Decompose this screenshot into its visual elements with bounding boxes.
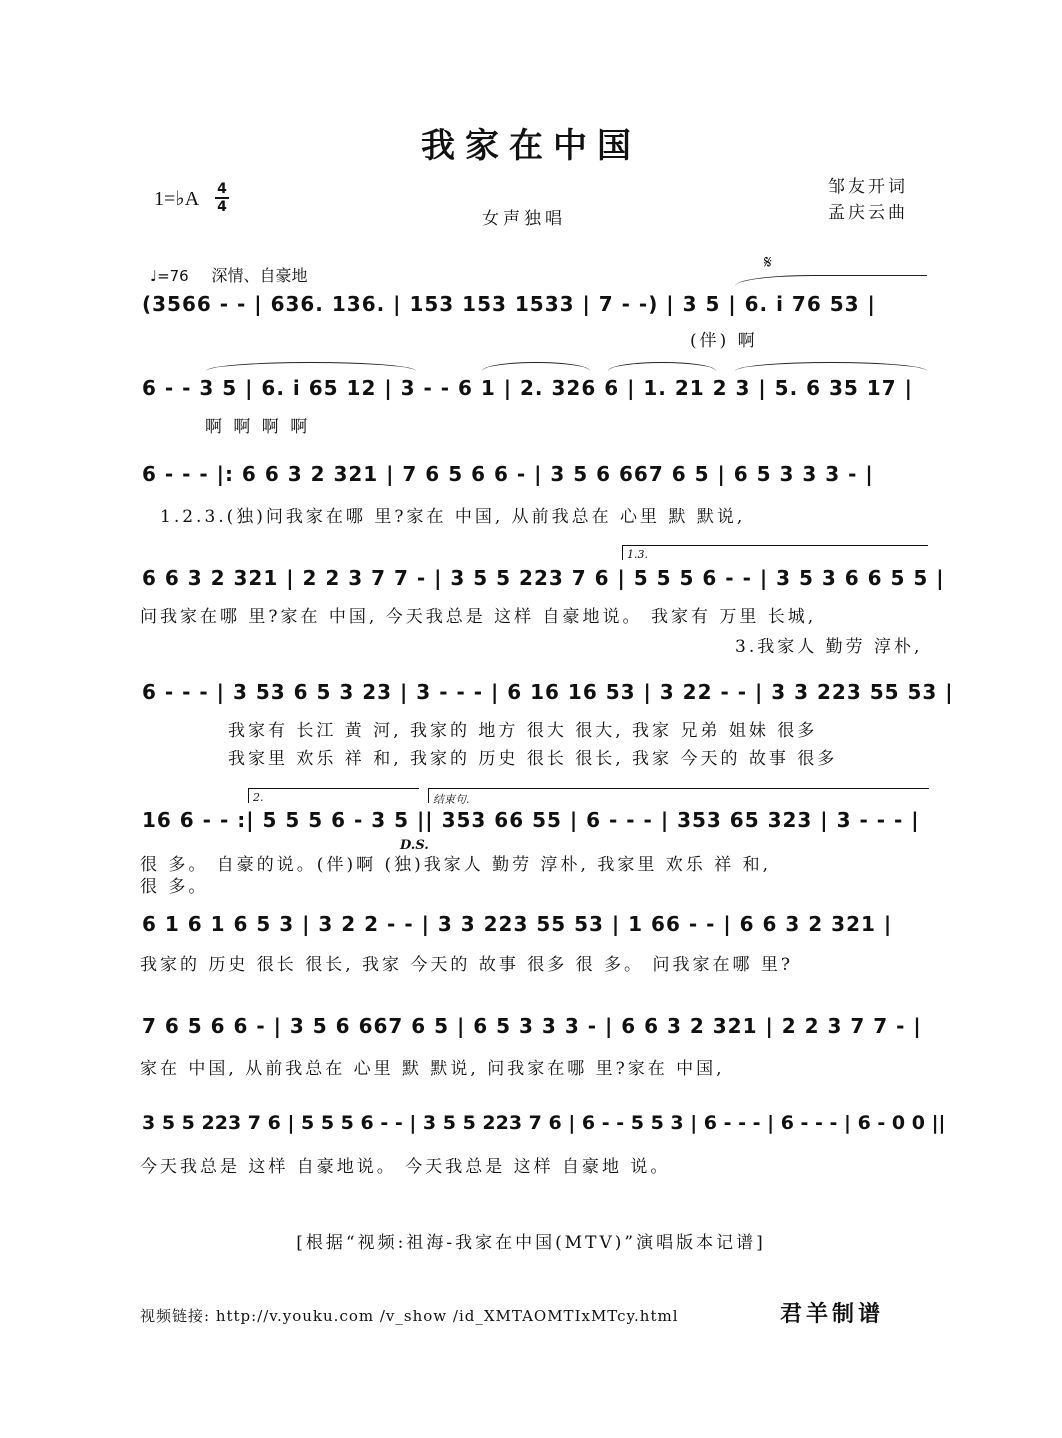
ending-label: 1.3. [627, 548, 648, 561]
lyric-row-6-verse-1: 很 多。 自豪的说。(伴)啊 (独)我家人 勤劳 淳朴, 我家里 欢乐 祥 和, [140, 855, 771, 875]
source-note: [根据“视频:祖海-我家在中国(MTV)”演唱版本记谱] [296, 1233, 766, 1253]
notation-row-6: 16 6 - - :| 5 5 5 6 - 3 5 || 353 66 55 | 6 - - - | 353 65 323 | 3 - - - | [142, 808, 920, 832]
slur-arc [608, 362, 716, 371]
notation-row-7: 6 1 6 1 6 5 3 | 3 2 2 - - | 3 3 223 55 53 | 1 66 - - | 6 6 3 2 321 | [142, 912, 893, 936]
dal-segno-mark: D.S. [400, 838, 429, 853]
composer-credit: 孟庆云曲 [828, 203, 908, 223]
lyric-row-7: 我家的 历史 很长 很长, 我家 今天的 故事 很多 很 多。 问我家在哪 里? [140, 955, 793, 975]
time-signature [215, 182, 229, 214]
slur-arc [735, 362, 927, 371]
notation-row-2: 6 - - 3 5 | 6. i 65 12 | 3 - - 6 1 | 2. 326 6 | 1. 21 2 3 | 5. 6 35 17 | [142, 376, 913, 400]
ending-label: 2. [253, 791, 264, 804]
lyric-row-4-verse-1: 问我家在哪 里?家在 中国, 今天我总是 这样 自豪地说。 我家有 万里 长城, [140, 607, 817, 627]
page-title: 我家在中国 [421, 126, 641, 166]
lyric-row-9: 今天我总是 这样 自豪地说。 今天我总是 这样 自豪地 说。 [140, 1157, 671, 1177]
lyric-row-4-verse-3: 3.我家人 勤劳 淳朴, [735, 637, 923, 657]
notation-row-3: 6 - - - |: 6 6 3 2 321 | 7 6 5 6 6 - | 3 5 6 667 6 5 | 6 5 3 3 3 - | [142, 462, 874, 486]
time-signature-top: 4 [217, 181, 227, 197]
transcriber-signature: 君羊制谱 [780, 1301, 885, 1327]
lyric-row-5-verse-2: 我家里 欢乐 祥 和, 我家的 历史 很长 很长, 我家 今天的 故事 很多 [228, 749, 838, 769]
tempo-value: ♩=76 [150, 267, 189, 285]
lyric-row-8: 家在 中国, 从前我总在 心里 默 默说, 问我家在哪 里?家在 中国, [140, 1059, 725, 1079]
lyricist-credit: 邹友开词 [828, 177, 908, 197]
lyric-row-5-verse-1: 我家有 长江 黄 河, 我家的 地方 很大 很大, 我家 兄弟 姐妹 很多 [228, 721, 818, 741]
performance-type: 女声独唱 [482, 209, 566, 229]
lyric-row-1: (伴) 啊 [690, 331, 758, 351]
video-link: 视频链接: http://v.youku.com /v_show /id_XMTAOMTIxMTcy.html [140, 1307, 679, 1325]
expression-mark: 深情、自豪地 [211, 266, 308, 285]
notation-row-5: 6 - - - | 3 53 6 5 3 23 | 3 - - - | 6 16 16 53 | 3 22 - - | 3 3 223 55 53 | [142, 680, 954, 704]
lyric-row-2: 啊 啊 啊 啊 [205, 417, 311, 437]
lyric-row-6-verse-2: 很 多。 [140, 877, 209, 897]
ending-bracket-2 [248, 788, 419, 803]
coda-bracket [428, 788, 929, 806]
slur-arc [206, 362, 416, 371]
notation-row-9: 3 5 5 223 7 6 | 5 5 5 6 - - | 3 5 5 223 7 6 | 6 - - 5 5 3 | 6 - - - | 6 - - - | 6 - 0 0 || [142, 1112, 946, 1134]
tempo-marking [150, 263, 308, 286]
tie-arc [735, 275, 927, 286]
lyric-row-3: 1.2.3.(独)问我家在哪 里?家在 中国, 从前我总在 心里 默 默说, [160, 507, 746, 527]
key-signature: 1=♭A [154, 188, 200, 210]
notation-row-8: 7 6 5 6 6 - | 3 5 6 667 6 5 | 6 5 3 3 3 - | 6 6 3 2 321 | 2 2 3 7 7 - | [142, 1014, 922, 1038]
slur-arc [482, 362, 590, 371]
segno-sign: 𝄋 [764, 252, 772, 273]
time-signature-bottom: 4 [217, 199, 227, 215]
coda-label: 结束句. [433, 793, 470, 806]
ending-bracket-1-3 [622, 545, 928, 560]
notation-row-1: (3566 - - | 636. 136. | 153 153 1533 | 7 - -) | 3 5 | 6. i 76 53 | [142, 292, 876, 316]
notation-row-4: 6 6 3 2 321 | 2 2 3 7 7 - | 3 5 5 223 7 6 | 5 5 5 6 - - | 3 5 3 6 6 5 5 | [142, 566, 945, 590]
